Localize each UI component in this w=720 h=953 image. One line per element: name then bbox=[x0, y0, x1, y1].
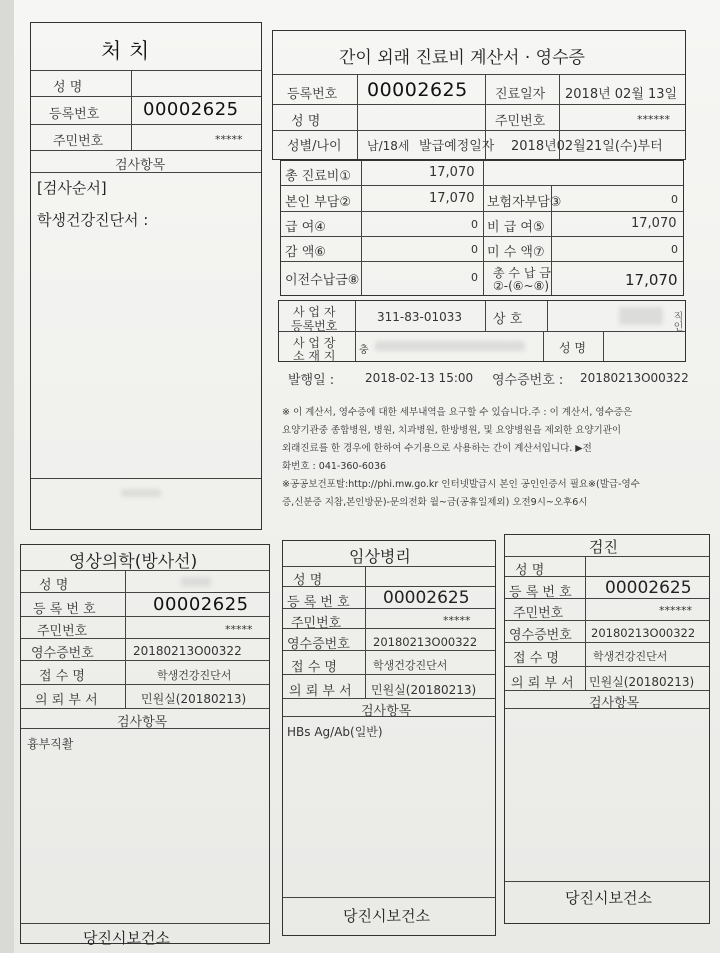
checkup-dept-value: 민원실(20180213) bbox=[589, 675, 695, 689]
receipt-title: 간이 외래 진료비 계산서 · 영수증 bbox=[339, 48, 585, 68]
radiology-receipt-no-value: 20180213O00322 bbox=[133, 644, 242, 658]
receipt-rrn-value: ****** bbox=[637, 113, 670, 126]
receipt-rrn-label: 주민번호 bbox=[495, 114, 546, 129]
pathology-reg-label: 등 록 번 호 bbox=[287, 595, 350, 610]
order-label: [검사순서] bbox=[37, 179, 107, 197]
redacted-name bbox=[181, 577, 211, 587]
pathology-dept-value: 민원실(20180213) bbox=[371, 683, 477, 697]
self-label: 본인 부담② bbox=[285, 195, 352, 210]
items-header: 검사항목 bbox=[115, 158, 166, 173]
checkup-dept-label: 의 뢰 부 서 bbox=[511, 676, 574, 691]
redacted-biz-name bbox=[619, 307, 663, 325]
issued-value: 2018-02-13 15:00 bbox=[365, 371, 474, 385]
bizno-label-1: 사 업 자 bbox=[293, 305, 336, 319]
checkup-title: 검진 bbox=[589, 538, 618, 556]
addr-value: 충 bbox=[359, 345, 369, 356]
paid-label-1: 총 수 납 금 bbox=[493, 266, 551, 280]
receipt-no-label: 영수증번호 : bbox=[492, 373, 564, 388]
sex-age-value: 남/18세 bbox=[367, 139, 410, 153]
self-value: 17,070 bbox=[429, 191, 475, 206]
page-edge-shadow bbox=[0, 0, 14, 953]
pathology-item: HBs Ag/Ab(일반) bbox=[287, 725, 383, 739]
radiology-panel bbox=[20, 544, 270, 947]
checkup-receipt-no-label: 영수증번호 bbox=[509, 628, 572, 643]
pathology-rrn-label: 주민번호 bbox=[291, 616, 342, 631]
pathology-name-label: 성 명 bbox=[293, 573, 323, 588]
addr-label-2: 소 재 지 bbox=[293, 349, 336, 363]
checkup-rrn-label: 주민번호 bbox=[513, 606, 564, 621]
treatment-panel bbox=[30, 22, 262, 530]
pathology-reception-label: 접 수 명 bbox=[291, 660, 337, 675]
pathology-items-header: 검사항목 bbox=[361, 704, 412, 719]
treatment-title: 처 치 bbox=[101, 39, 150, 63]
rrn-label: 주민번호 bbox=[53, 134, 104, 149]
issue-value: 2018년02월21일(수)부터 bbox=[511, 139, 663, 154]
visit-date-value: 2018년 02월 13일 bbox=[565, 87, 678, 102]
radiology-receipt-no-label: 영수증번호 bbox=[31, 646, 94, 661]
radiology-reception-value: 학생건강진단서 bbox=[157, 669, 232, 682]
issue-label: 발급예정일자 bbox=[419, 139, 495, 154]
unpaid-value: 0 bbox=[671, 243, 678, 256]
paid-value: 17,070 bbox=[625, 271, 678, 289]
pathology-receipt-no-value: 20180213O00322 bbox=[373, 635, 478, 649]
checkup-reception-value: 학생건강진단서 bbox=[593, 650, 668, 663]
radiology-footer: 당진시보건소 bbox=[83, 929, 170, 947]
business-table bbox=[278, 300, 686, 362]
radiology-name-label: 성 명 bbox=[39, 578, 69, 593]
covered-label: 급 여④ bbox=[285, 220, 326, 235]
radiology-dept-label: 의 뢰 부 서 bbox=[35, 693, 98, 708]
prev-label: 이전수납금⑧ bbox=[285, 273, 360, 288]
reg-label: 등록번호 bbox=[49, 107, 100, 122]
addr-label-1: 사 업 장 bbox=[293, 336, 336, 350]
prev-value: 0 bbox=[471, 271, 478, 284]
note-line-5: ※공공보건포탈:http://phi.mw.go.kr 인터넷발급시 본인 공인인증서 필요※(발급-영수 bbox=[282, 479, 640, 490]
checkup-reg-label: 등 록 번 호 bbox=[509, 585, 572, 600]
radiology-title: 영상의학(방사선) bbox=[69, 552, 198, 572]
noncovered-value: 17,070 bbox=[631, 216, 677, 231]
total-value: 17,070 bbox=[429, 165, 475, 180]
radiology-rrn-label: 주민번호 bbox=[37, 624, 88, 639]
note-line-4: 화번호 : 041-360-6036 bbox=[282, 461, 387, 472]
checkup-items-header: 검사항목 bbox=[589, 696, 640, 711]
radiology-reg-label: 등 록 번 호 bbox=[33, 602, 96, 617]
radiology-reception-label: 접 수 명 bbox=[39, 669, 85, 684]
noncovered-label: 비 급 여⑤ bbox=[487, 220, 545, 235]
radiology-items-header: 검사항목 bbox=[117, 715, 168, 730]
checkup-name-label: 성 명 bbox=[515, 563, 545, 578]
pathology-footer: 당진시보건소 bbox=[343, 907, 430, 925]
receipt-no-value: 20180213O00322 bbox=[580, 371, 689, 385]
receipt-header bbox=[272, 30, 686, 160]
issued-label: 발행일 : bbox=[288, 373, 335, 388]
order-item: 학생건강진단서 : bbox=[37, 211, 149, 229]
note-line-2: 요양기관중 종합병원, 병원, 치과병원, 한방병원, 및 요양병원을 제외한 요양기관이 bbox=[282, 425, 622, 436]
redacted-address bbox=[375, 341, 525, 351]
pathology-dept-label: 의 뢰 부 서 bbox=[289, 684, 352, 699]
unpaid-label: 미 수 액⑦ bbox=[487, 245, 545, 260]
receipt-name-label: 성 명 bbox=[291, 114, 321, 129]
biz-name-label: 상 호 bbox=[493, 312, 523, 327]
redacted-mark bbox=[121, 489, 161, 497]
covered-value: 0 bbox=[471, 218, 478, 231]
radiology-item: 흉부직촬 bbox=[27, 737, 74, 751]
pathology-receipt-no-label: 영수증번호 bbox=[287, 637, 350, 652]
radiology-reg-value: 00002625 bbox=[153, 594, 249, 615]
receipt-reg-value: 00002625 bbox=[367, 79, 468, 101]
note-line-6: 증,신분증 지참,본인방문)-문의전화 월~금(공휴일제외) 오전9시~오후6시 bbox=[282, 497, 588, 508]
checkup-rrn-value: ****** bbox=[659, 604, 692, 617]
receipt-reg-label: 등록번호 bbox=[287, 87, 338, 102]
pathology-panel bbox=[282, 540, 496, 936]
reg-value: 00002625 bbox=[143, 99, 239, 120]
checkup-reception-label: 접 수 명 bbox=[513, 651, 559, 666]
insurer-value: 0 bbox=[671, 193, 678, 206]
checkup-footer: 당진시보건소 bbox=[565, 889, 652, 907]
bizno-value: 311-83-01033 bbox=[377, 310, 463, 324]
visit-date-label: 진료일자 bbox=[495, 87, 546, 102]
pathology-title: 임상병리 bbox=[349, 547, 411, 566]
pathology-reception-value: 학생건강진단서 bbox=[373, 659, 448, 672]
paid-label-2: ②-(⑥~⑧) bbox=[493, 279, 550, 293]
note-line-1: ※ 이 계산서, 영수증에 대한 세부내역을 요구할 수 있습니다.주 : 이 계산서, 영수증은 bbox=[282, 407, 633, 418]
total-label: 총 진료비① bbox=[285, 169, 352, 184]
fee-table bbox=[280, 160, 684, 296]
sex-age-label: 성별/나이 bbox=[287, 139, 342, 154]
radiology-rrn-value: ***** bbox=[225, 623, 253, 636]
pathology-reg-value: 00002625 bbox=[383, 588, 470, 608]
note-line-3: 외래진료를 한 경우에 한하여 수기용으로 사용하는 간이 계산서입니다. ▶전 bbox=[282, 443, 592, 454]
bizno-label-2: 등록번호 bbox=[291, 319, 338, 333]
rrn-value: ***** bbox=[215, 133, 243, 146]
name-label: 성 명 bbox=[53, 80, 83, 95]
official-stamp: 직인 bbox=[671, 311, 682, 331]
checkup-reg-value: 00002625 bbox=[605, 578, 692, 598]
discount-label: 감 액⑥ bbox=[285, 245, 326, 260]
discount-value: 0 bbox=[471, 243, 478, 256]
insurer-label: 보험자부담③ bbox=[487, 195, 562, 210]
checkup-receipt-no-value: 20180213O00322 bbox=[591, 626, 696, 640]
radiology-dept-value: 민원실(20180213) bbox=[141, 692, 247, 706]
checkup-panel bbox=[504, 534, 710, 924]
rep-label: 성 명 bbox=[559, 341, 586, 355]
pathology-rrn-value: ***** bbox=[443, 614, 471, 627]
